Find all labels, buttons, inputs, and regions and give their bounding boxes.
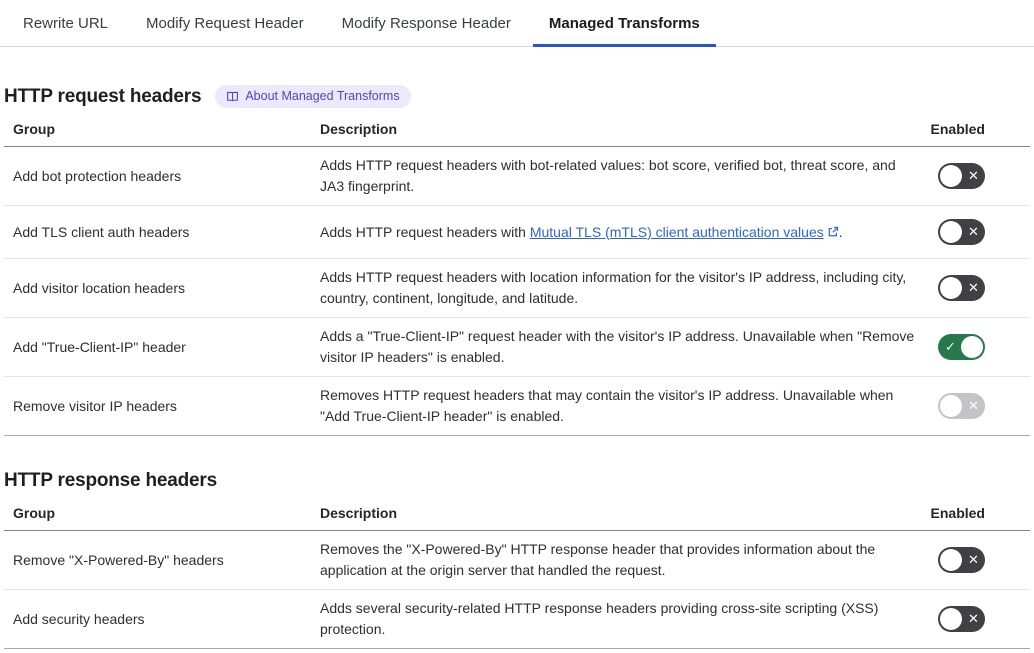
table-row xyxy=(4,531,1030,590)
tab-modify-request-header[interactable]: Modify Request Header xyxy=(146,14,304,32)
toggle-remove-x-powered-by-headers[interactable] xyxy=(938,547,985,573)
table-row xyxy=(4,147,1030,206)
toggle-x-icon: ✕ xyxy=(968,611,979,627)
toggle-x-icon: ✕ xyxy=(968,168,979,184)
group-label: Add bot protection headers xyxy=(13,168,182,184)
toggle-x-icon: ✕ xyxy=(968,224,979,240)
description-text-after: . xyxy=(838,223,843,240)
group-label: Add visitor location headers xyxy=(13,280,185,296)
toggle-check-icon: ✓ xyxy=(945,339,956,355)
about-managed-transforms-link[interactable] xyxy=(215,85,410,108)
group-label: Remove visitor IP headers xyxy=(13,398,177,414)
request-table-header xyxy=(4,121,1030,147)
tab-bar xyxy=(0,0,1034,47)
response-headers-table xyxy=(4,505,1030,649)
toggle-knob xyxy=(940,221,962,243)
toggle-knob xyxy=(940,608,962,630)
toggle-x-icon: ✕ xyxy=(968,552,979,568)
toggle-add-security-headers[interactable] xyxy=(938,606,985,632)
column-header-description: Description xyxy=(320,121,398,137)
description-text: Adds HTTP request headers with location information for the visitor's IP address, including city, country, continent, longitude, and latitude. xyxy=(320,269,907,306)
column-header-enabled: Enabled xyxy=(930,121,985,137)
book-icon xyxy=(226,90,239,103)
column-header-group: Group xyxy=(13,121,55,137)
table-row xyxy=(4,206,1030,259)
mtls-docs-link[interactable] xyxy=(530,224,839,240)
request-headers-section-head xyxy=(4,85,1034,108)
description-text-before: Adds HTTP request headers with xyxy=(320,223,530,240)
request-headers-table xyxy=(4,121,1030,436)
table-row xyxy=(4,318,1030,377)
column-header-description: Description xyxy=(320,505,398,521)
toggle-x-icon: ✕ xyxy=(968,398,979,414)
description-text: Removes the "X-Powered-By" HTTP response header that provides information about the application at the origin server that handled the request. xyxy=(320,541,876,578)
tab-managed-transforms[interactable]: Managed Transforms xyxy=(533,0,716,46)
toggle-remove-visitor-ip-headers xyxy=(938,393,985,419)
external-link-icon xyxy=(824,224,839,240)
toggle-knob xyxy=(940,165,962,187)
table-row xyxy=(4,377,1030,436)
tab-modify-response-header[interactable]: Modify Response Header xyxy=(341,14,511,32)
description-text: Adds HTTP request headers with bot-related values: bot score, verified bot, threat score, and JA3 fingerprint. xyxy=(320,157,896,194)
description-text: Adds a "True-Client-IP" request header with the visitor's IP address. Unavailable when "Remove visitor IP headers" is enabled. xyxy=(320,328,915,365)
tab-rewrite-url[interactable]: Rewrite URL xyxy=(23,14,109,32)
group-label: Add "True-Client-IP" header xyxy=(13,339,186,355)
response-headers-section-head xyxy=(4,470,1034,492)
toggle-add-bot-protection-headers[interactable] xyxy=(938,163,985,189)
toggle-add-tls-client-auth-headers[interactable] xyxy=(938,219,985,245)
table-row xyxy=(4,590,1030,649)
toggle-add-true-client-ip-header[interactable] xyxy=(938,334,985,360)
request-headers-title: HTTP request headers xyxy=(4,85,202,107)
group-label: Add security headers xyxy=(13,611,145,627)
column-header-enabled: Enabled xyxy=(930,505,985,521)
toggle-knob xyxy=(961,336,983,358)
description-text: Removes HTTP request headers that may contain the visitor's IP address. Unavailable when "Add True-Client-IP header" is enabled. xyxy=(320,387,894,424)
toggle-knob xyxy=(940,549,962,571)
about-badge-label: About Managed Transforms xyxy=(245,89,400,104)
toggle-add-visitor-location-headers[interactable] xyxy=(938,275,985,301)
column-header-group: Group xyxy=(13,505,55,521)
description-text xyxy=(320,214,920,251)
toggle-knob xyxy=(940,395,962,417)
group-label: Add TLS client auth headers xyxy=(13,224,190,240)
response-table-header xyxy=(4,505,1030,531)
group-label: Remove "X-Powered-By" headers xyxy=(13,552,224,568)
description-text: Adds several security-related HTTP response headers providing cross-site scripting (XSS) protection. xyxy=(320,600,879,637)
response-headers-title: HTTP response headers xyxy=(4,470,217,491)
mtls-docs-link-label: Mutual TLS (mTLS) client authentication values xyxy=(529,223,824,240)
table-row xyxy=(4,259,1030,318)
toggle-x-icon: ✕ xyxy=(968,280,979,296)
toggle-knob xyxy=(940,277,962,299)
